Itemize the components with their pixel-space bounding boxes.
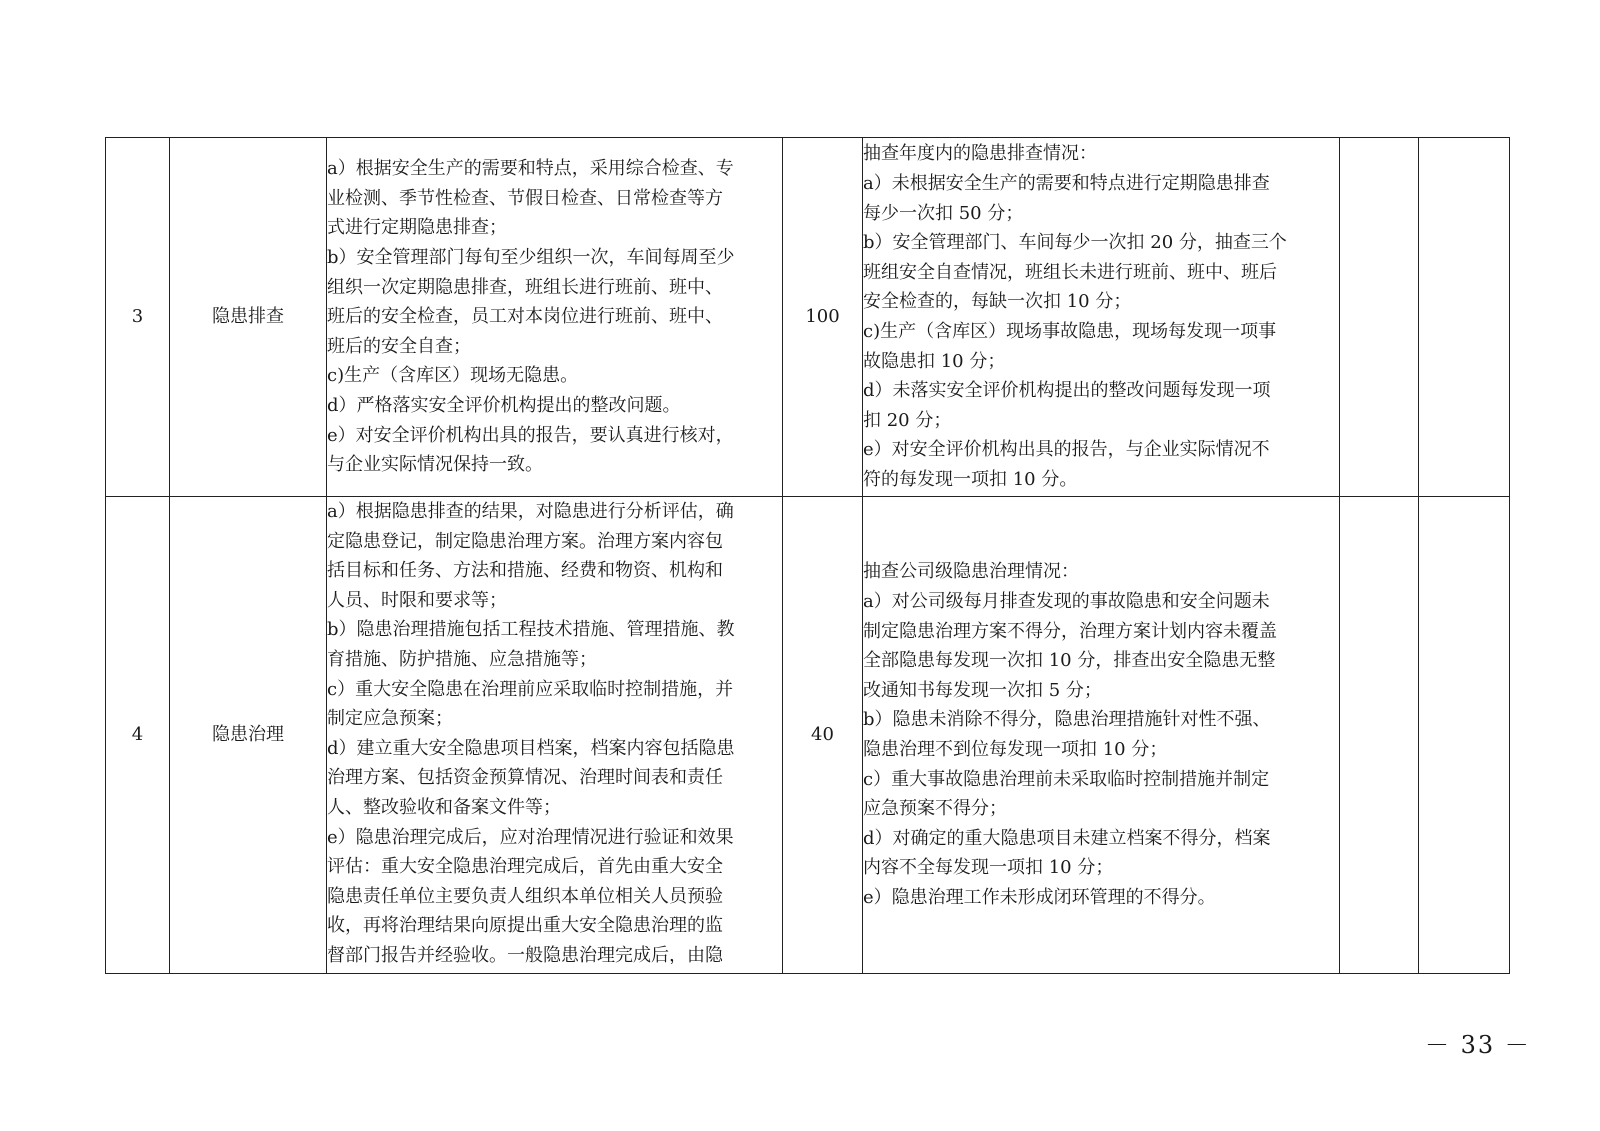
item-name: 隐患治理 (170, 497, 327, 974)
method-line: 每少一次扣 50 分； (863, 202, 1024, 224)
standard-line: e）隐患治理完成后，应对治理情况进行验证和效果 (327, 826, 734, 848)
standard-line: 人、整改验收和备案文件等； (327, 796, 561, 818)
method-line: 制定隐患治理方案不得分，治理方案计划内容未覆盖 (863, 620, 1277, 642)
evaluation-method (863, 497, 1340, 974)
row-number: 4 (106, 497, 170, 974)
table-row (106, 497, 1510, 974)
method-line: 隐患治理不到位每发现一项扣 10 分； (863, 739, 1168, 760)
standard-line: a）根据安全生产的需要和特点，采用综合检查、专 (327, 158, 734, 180)
method-line: 班组安全自查情况，班组长未进行班前、班中、班后 (863, 261, 1277, 283)
standard-line: 式进行定期隐患排查； (327, 217, 507, 239)
standard-line: c）重大安全隐患在治理前应采取临时控制措施，并 (327, 678, 734, 700)
page-number: － 33 － (1425, 1031, 1531, 1059)
standard-line: a）根据隐患排查的结果，对隐患进行分析评估，确 (327, 501, 734, 522)
standard-line: e）对安全评价机构出具的报告，要认真进行核对， (327, 424, 734, 446)
standard-line: 督部门报告并经验收。一般隐患治理完成后，由隐 (327, 944, 723, 964)
standard-line: 收，再将治理结果向原提出重大安全隐患治理的监 (327, 915, 723, 937)
standard-line: c)生产（含库区）现场无隐患。 (327, 365, 579, 387)
item-name: 隐患排查 (170, 138, 327, 497)
standard-line: b）隐患治理措施包括工程技术措施、管理措施、教 (327, 619, 735, 641)
standard-content (327, 497, 783, 974)
method-line: d）未落实安全评价机构提出的整改问题每发现一项 (863, 380, 1271, 402)
standard-line: b）安全管理部门每旬至少组织一次，车间每周至少 (327, 247, 735, 269)
table-row (106, 138, 1510, 497)
standard-line: 与企业实际情况保持一致。 (327, 454, 543, 476)
assessment-table (105, 137, 1510, 974)
method-line: 全部隐患每发现一次扣 10 分，排查出安全隐患无整 (863, 650, 1276, 672)
method-line: d）对确定的重大隐患项目未建立档案不得分，档案 (863, 827, 1271, 849)
standard-line: 育措施、防护措施、应急措施等； (327, 648, 597, 670)
evaluation-method (863, 138, 1340, 497)
method-line: a）未根据安全生产的需要和特点进行定期隐患排查 (863, 173, 1270, 195)
standard-line: 组织一次定期隐患排查，班组长进行班前、班中、 (327, 276, 723, 298)
standard-line: 治理方案、包括资金预算情况、治理时间表和责任 (327, 767, 723, 789)
standard-line: 业检测、季节性检查、节假日检查、日常检查等方 (327, 187, 723, 209)
deduction-cell (1340, 138, 1419, 497)
method-line: 故隐患扣 10 分； (863, 350, 1006, 372)
standard-line: d）严格落实安全评价机构提出的整改问题。 (327, 394, 681, 416)
score-value: 40 (783, 497, 863, 974)
standard-line: 定隐患登记，制定隐患治理方案。治理方案内容包 (327, 530, 723, 552)
method-line: 抽查年度内的隐患排查情况： (863, 143, 1097, 165)
standard-line: 制定应急预案； (327, 708, 453, 730)
standard-line: 人员、时限和要求等； (327, 589, 507, 611)
method-line: e）对安全评价机构出具的报告，与企业实际情况不 (863, 439, 1270, 461)
method-line: a）对公司级每月排查发现的事故隐患和安全问题未 (863, 591, 1270, 613)
score-value: 100 (783, 138, 863, 497)
method-line: 内容不全每发现一项扣 10 分； (863, 857, 1114, 879)
method-line: 扣 20 分； (863, 409, 952, 431)
method-line: 安全检查的，每缺一次扣 10 分； (863, 291, 1132, 313)
remark-cell (1419, 138, 1510, 497)
method-line: b）安全管理部门、车间每少一次扣 20 分，抽查三个 (863, 232, 1287, 254)
method-line: c)生产（含库区）现场事故隐患，现场每发现一项事 (863, 321, 1277, 342)
method-line: 应急预案不得分； (863, 798, 1007, 820)
standard-line: 隐患责任单位主要负责人组织本单位相关人员预验 (327, 885, 723, 907)
standard-line: 评估：重大安全隐患治理完成后，首先由重大安全 (327, 856, 723, 878)
method-line: 抽查公司级隐患治理情况： (863, 561, 1079, 583)
method-line: 改通知书每发现一次扣 5 分； (863, 679, 1102, 701)
method-line: b）隐患未消除不得分，隐患治理措施针对性不强、 (863, 709, 1271, 731)
method-line: c）重大事故隐患治理前未采取临时控制措施并制定 (863, 768, 1270, 790)
standard-line: 班后的安全检查，员工对本岗位进行班前、班中、 (327, 306, 723, 328)
deduction-cell (1340, 497, 1419, 974)
standard-line: 括目标和任务、方法和措施、经费和物资、机构和 (327, 560, 723, 582)
standard-line: d）建立重大安全隐患项目档案，档案内容包括隐患 (327, 737, 735, 759)
method-line: e）隐患治理工作未形成闭环管理的不得分。 (863, 886, 1216, 908)
standard-content (327, 138, 783, 497)
standard-line: 班后的安全自查； (327, 335, 471, 357)
row-number: 3 (106, 138, 170, 497)
method-line: 符的每发现一项扣 10 分。 (863, 468, 1078, 490)
remark-cell (1419, 497, 1510, 974)
